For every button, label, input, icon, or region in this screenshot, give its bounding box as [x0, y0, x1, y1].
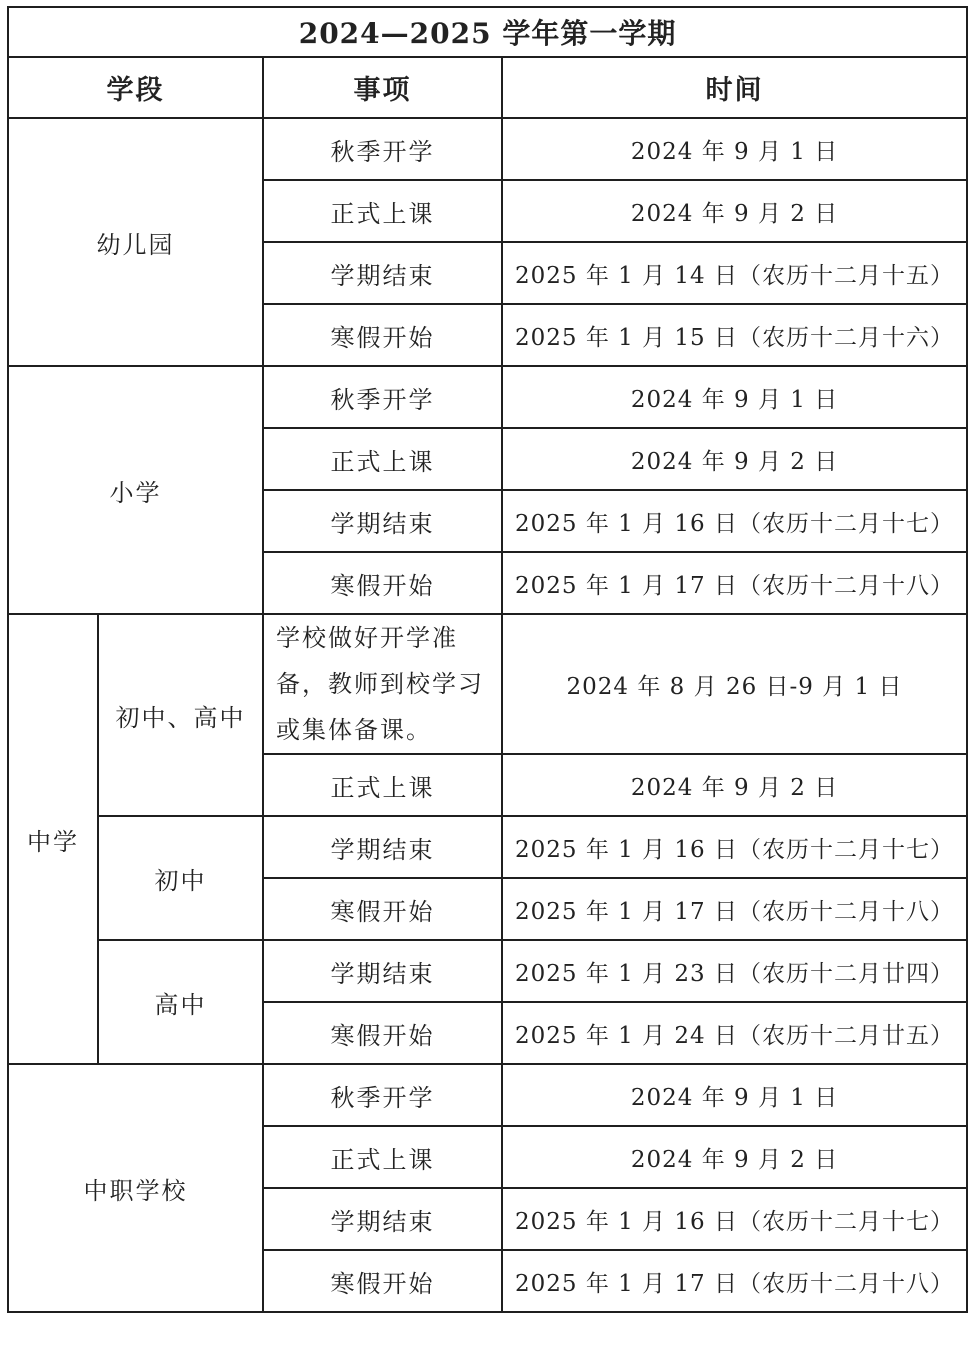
- time-cell: 2025 年 1 月 16 日（农历十二月十七）: [502, 1188, 967, 1250]
- time-cell: 2025 年 1 月 17 日（农历十二月十八）: [502, 878, 967, 940]
- time-cell: 2024 年 9 月 2 日: [502, 1126, 967, 1188]
- header-stage: 学段: [8, 57, 263, 118]
- table-row: [8, 614, 967, 754]
- item-cell: 寒假开始: [263, 878, 502, 940]
- time-cell: 2025 年 1 月 24 日（农历十二月廿五）: [502, 1002, 967, 1064]
- substage-senior: 高中: [98, 940, 263, 1064]
- table-title: 2024—2025 学年第一学期: [8, 7, 967, 57]
- time-cell: 2024 年 9 月 2 日: [502, 180, 967, 242]
- table-row: [8, 118, 967, 180]
- time-cell: 2025 年 1 月 17 日（农历十二月十八）: [502, 552, 967, 614]
- item-cell: 正式上课: [263, 754, 502, 816]
- calendar-table-container: [7, 6, 966, 1313]
- time-cell: 2024 年 9 月 2 日: [502, 754, 967, 816]
- item-cell: 寒假开始: [263, 304, 502, 366]
- table-row: [8, 1064, 967, 1126]
- time-cell: 2025 年 1 月 16 日（农历十二月十七）: [502, 490, 967, 552]
- table-row: [8, 816, 967, 878]
- header-item: 事项: [263, 57, 502, 118]
- time-cell: 2025 年 1 月 23 日（农历十二月廿四）: [502, 940, 967, 1002]
- time-cell: 2024 年 9 月 2 日: [502, 428, 967, 490]
- item-cell: 秋季开学: [263, 1064, 502, 1126]
- item-cell: 寒假开始: [263, 1250, 502, 1312]
- substage-junior: 初中: [98, 816, 263, 940]
- item-cell-prep: 学校做好开学准备，教师到校学习或集体备课。: [263, 614, 502, 754]
- item-cell: 学期结束: [263, 940, 502, 1002]
- item-cell: 学期结束: [263, 1188, 502, 1250]
- item-cell: 学期结束: [263, 816, 502, 878]
- item-cell: 正式上课: [263, 428, 502, 490]
- stage-vocational: 中职学校: [8, 1064, 263, 1312]
- item-cell: 寒假开始: [263, 1002, 502, 1064]
- item-cell: 正式上课: [263, 180, 502, 242]
- table-row: [8, 366, 967, 428]
- time-cell: 2024 年 9 月 1 日: [502, 1064, 967, 1126]
- item-cell: 学期结束: [263, 242, 502, 304]
- time-cell: 2024 年 9 月 1 日: [502, 118, 967, 180]
- item-cell: 学期结束: [263, 490, 502, 552]
- time-cell: 2025 年 1 月 17 日（农历十二月十八）: [502, 1250, 967, 1312]
- item-cell: 寒假开始: [263, 552, 502, 614]
- header-time: 时间: [502, 57, 967, 118]
- item-cell: 秋季开学: [263, 366, 502, 428]
- time-cell: 2025 年 1 月 14 日（农历十二月十五）: [502, 242, 967, 304]
- time-cell: 2025 年 1 月 15 日（农历十二月十六）: [502, 304, 967, 366]
- school-calendar-table: [7, 6, 968, 1313]
- table-row: [8, 940, 967, 1002]
- stage-primary: 小学: [8, 366, 263, 614]
- time-cell: 2024 年 9 月 1 日: [502, 366, 967, 428]
- time-cell: 2024 年 8 月 26 日-9 月 1 日: [502, 614, 967, 754]
- substage-junior-senior: 初中、高中: [98, 614, 263, 816]
- stage-kindergarten: 幼儿园: [8, 118, 263, 366]
- item-cell: 秋季开学: [263, 118, 502, 180]
- time-cell: 2025 年 1 月 16 日（农历十二月十七）: [502, 816, 967, 878]
- item-cell: 正式上课: [263, 1126, 502, 1188]
- stage-middle: 中学: [8, 614, 98, 1064]
